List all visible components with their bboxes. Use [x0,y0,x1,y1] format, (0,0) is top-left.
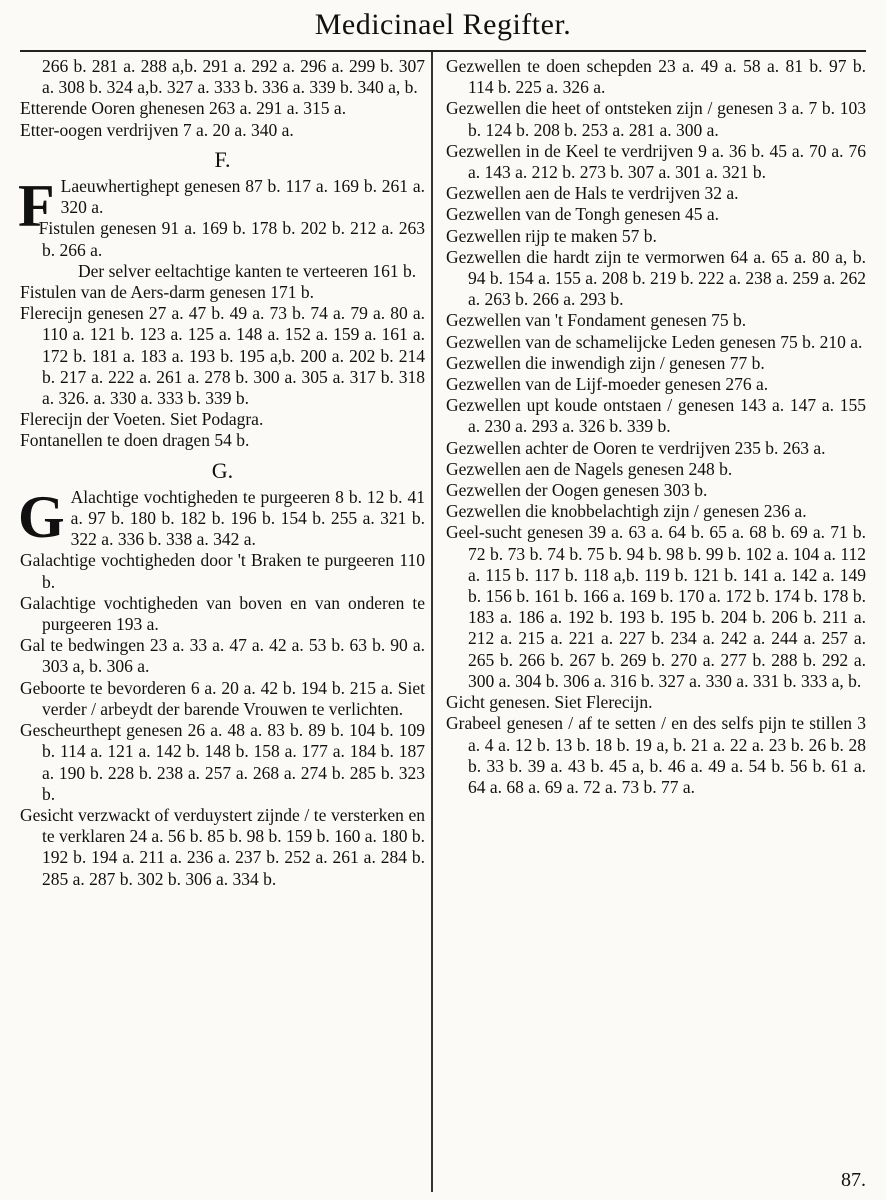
index-entry: Gezwellen der Oogen genesen 303 b. [446,480,708,501]
right-column [446,56,866,798]
dropcap-f: F [18,173,55,240]
index-entry: Gesicht verzwackt of verduystert zijnde / te versterken en te verklaren 24 a. 56 b. 85 b. 98 b. 159 b. 160 a. 180 b. 192 b. 194 a. 211 a. 236 a. 237 b. 252 a. 261 a. 284 b. 285 a. 287 b. 302 b. 306 a. 334 b. [20,804,425,889]
index-entry-dropcap [18,483,425,551]
index-entry: Galachtige vochtigheden van boven en van onderen te purgeeren 193 a. [20,592,425,635]
index-entry-text: Laeuwhertighept genesen 87 b. 117 a. 169 b. 261 a. 320 a. [60,176,425,218]
section-letter-f: F. [214,146,231,172]
index-entry: Gezwellen van 't Fondament genesen 75 b. [446,310,747,331]
left-column [20,56,425,890]
index-entry: Geel-sucht genesen 39 a. 63 a. 64 b. 65 a. 68 b. 69 a. 71 b. 72 b. 73 b. 74 b. 75 b. 94 b. 98 b. 99 b. 102 a. 104 a. 112 a. 115 b. 117 b. 118 a,b. 119 b. 121 b. 141 a. 142 a. 149 b. 156 b. 161 b. 166 a. 169 b. 170 a. 172 b. 174 b. 178 b. 183 a. 186 a. 192 b. 193 b. 195 b. 204 b. 206 b. 211 a. 212 a. 215 a. 221 a. 227 b. 234 a. 242 a. 244 a. 257 a. 265 b. 266 b. 267 b. 269 b. 270 a. 277 b. 288 b. 292 a. 300 a. 304 b. 306 a. 316 b. 327 a. 330 a. 331 b. 333 a, b. [446,522,866,691]
index-entry: Gezwellen aen de Hals te verdrijven 32 a. [446,183,739,204]
index-entry: Gescheurthept genesen 26 a. 48 a. 83 b. 89 b. 104 b. 109 b. 114 a. 121 a. 142 b. 148 b. 158 a. 177 a. 184 b. 187 a. 190 b. 228 b. 238 a. 257 a. 268 a. 274 b. 285 b. 323 b. [20,720,425,804]
index-entry: Gezwellen die heet of ontsteken zijn / genesen 3 a. 7 b. 103 b. 124 b. 208 b. 253 a. 281 a. 300 a. [446,98,866,140]
index-entry: Gal te bedwingen 23 a. 33 a. 47 a. 42 a. 53 b. 63 b. 90 a. 303 a, b. 306 a. [20,635,425,677]
index-entry-text: Alachtige vochtigheden te purgeeren 8 b. 12 b. 41 a. 97 b. 180 b. 182 b. 196 b. 154 b. 255 a. 321 b. 322 a. 336 b. 338 a. 342 a. [70,486,425,550]
index-entry: Flerecijn der Voeten. Siet Podagra. [20,409,264,430]
index-entry: Etterende Ooren ghenesen 263 a. 291 a. 315 a. [20,98,347,119]
index-entry: Gezwellen in de Keel te verdrijven 9 a. 36 b. 45 a. 70 a. 76 a. 143 a. 212 b. 273 b. 307 a. 301 a. 321 b. [446,140,866,183]
index-entry: Flerecijn genesen 27 a. 47 b. 49 a. 73 b. 74 a. 79 a. 80 a. 110 a. 121 b. 123 a. 125 a. 148 a. 152 a. 159 a. 161 a. 172 b. 181 a. 183 a. 193 b. 195 a,b. 200 a. 202 b. 214 b. 217 a. 222 a. 261 a. 278 b. 300 a. 305 a. 317 b. 318 a. 326. a. 330 a. 333 b. 339 b. [20,303,425,409]
index-entry: Gezwellen achter de Ooren te verdrijven 235 b. 263 a. [446,437,826,458]
index-entry: Gezwellen upt koude ontstaen / genesen 143 a. 147 a. 155 a. 230 a. 293 a. 326 b. 339 b. [446,395,866,437]
index-entry: Fistulen genesen 91 a. 169 b. 178 b. 202 b. 212 a. 263 b. 266 a. [38,218,425,260]
index-entry: Gezwellen rijp te maken 57 b. [446,225,657,246]
index-entry: Geboorte te bevorderen 6 a. 20 a. 42 b. 194 b. 215 a. Siet verder / arbeydt der barende Vrouwen te verlichten. [20,677,425,719]
index-entry: Gezwellen van de Lijf-moeder genesen 276 a. [446,374,769,395]
dropcap-g: G [18,483,65,550]
index-entry: Gezwellen te doen schepden 23 a. 49 a. 58 a. 81 b. 97 b. 114 b. 225 a. 326 a. [446,56,866,98]
index-entry: Gezwellen aen de Nagels genesen 248 b. [446,458,733,479]
index-entry: Fontanellen te doen dragen 54 b. [20,430,250,451]
index-entry: Gicht genesen. Siet Flerecijn. [446,692,653,713]
page-number: 87. [841,1169,866,1191]
index-entry: Gezwellen die hardt zijn te vermorwen 64 a. 65 a. 80 a, b. 94 b. 154 a. 155 a. 208 b. 219 b. 222 a. 238 a. 259 a. 262 a. 263 b. 266 a. 293 b. [446,246,866,310]
index-entry: Galachtige vochtigheden door 't Braken te purgeeren 110 b. [20,550,425,592]
index-entry: Gezwellen die inwendigh zijn / genesen 77 b. [446,352,765,373]
column-divider [431,52,433,1192]
header-rule [20,50,866,52]
index-entry: Fistulen van de Aers-darm genesen 171 b. [20,282,315,303]
page-title: Medicinael Regifter. [314,8,572,41]
index-sub-entry: Der selver eeltachtige kanten te verteeren 161 b. [78,260,417,281]
index-entry: 266 b. 281 a. 288 a,b. 291 a. 292 a. 296 a. 299 b. 307 a. 308 b. 324 a,b. 327 a. 333 b. 336 a. 339 b. 340 a, b. [42,56,425,98]
index-entry: Grabeel genesen / af te setten / en des selfs pijn te stillen 3 a. 4 a. 12 b. 13 b. 18 b. 19 a, b. 21 a. 22 a. 23 b. 26 b. 28 b. 33 b. 39 a. 43 b. 45 a, b. 46 a. 49 a. 54 b. 56 b. 61 a. 64 a. 68 a. 69 a. 72 a. 73 b. 77 a. [446,713,866,797]
index-entry: Gezwellen van de schamelijcke Leden genesen 75 b. 210 a. [446,331,863,352]
section-letter-g: G. [211,457,234,483]
index-entry: Gezwellen die knobbelachtigh zijn / genesen 236 a. [446,501,807,522]
index-entry: Etter-oogen verdrijven 7 a. 20 a. 340 a. [20,119,294,140]
index-entry: Gezwellen van de Tongh genesen 45 a. [446,204,720,225]
